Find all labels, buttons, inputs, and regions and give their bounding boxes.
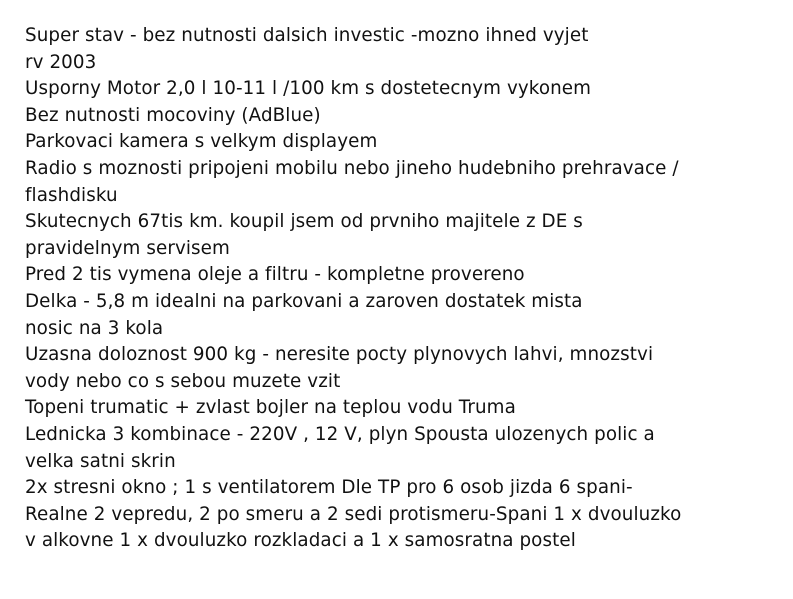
text-line: Parkovaci kamera s velkym displayem <box>25 131 378 153</box>
text-line: Lednicka 3 kombinace - 220V , 12 V, plyn Spousta ulozenych polic a <box>25 423 655 445</box>
listing-description <box>25 23 785 555</box>
text-line: velka satni skrin <box>25 450 176 472</box>
text-line: Uzasna doloznost 900 kg - neresite pocty plynovych lahvi, mnozstvi <box>25 344 654 366</box>
text-line: Bez nutnosti mocoviny (AdBlue) <box>25 104 321 126</box>
text-line: flashdisku <box>25 184 118 206</box>
text-line: nosic na 3 kola <box>25 317 164 339</box>
text-line: Delka - 5,8 m idealni na parkovani a zaroven dostatek mista <box>25 290 583 312</box>
text-line: Pred 2 tis vymena oleje a filtru - kompletne provereno <box>25 264 525 286</box>
text-line: vody nebo co s sebou muzete vzit <box>25 370 341 392</box>
text-line: 2x stresni okno ; 1 s ventilatorem Dle TP pro 6 osob jizda 6 spani- <box>25 477 633 499</box>
text-line: Usporny Motor 2,0 l 10-11 l /100 km s dostetecnym vykonem <box>25 78 592 100</box>
text-line: rv 2003 <box>25 51 97 73</box>
text-line: Super stav - bez nutnosti dalsich investic -mozno ihned vyjet <box>25 25 589 46</box>
text-line: Skutecnych 67tis km. koupil jsem od prvniho majitele z DE s <box>25 211 583 233</box>
text-line: pravidelnym servisem <box>25 237 230 259</box>
text-line: Radio s moznosti pripojeni mobilu nebo jineho hudebniho prehravace / <box>25 157 679 179</box>
text-line: Realne 2 vepredu, 2 po smeru a 2 sedi protismeru-Spani 1 x dvouluzko <box>25 503 682 525</box>
text-line: v alkovne 1 x dvouluzko rozkladaci a 1 x samosratna postel <box>25 530 576 552</box>
text-line: Topeni trumatic + zvlast bojler na teplou vodu Truma <box>25 397 516 419</box>
